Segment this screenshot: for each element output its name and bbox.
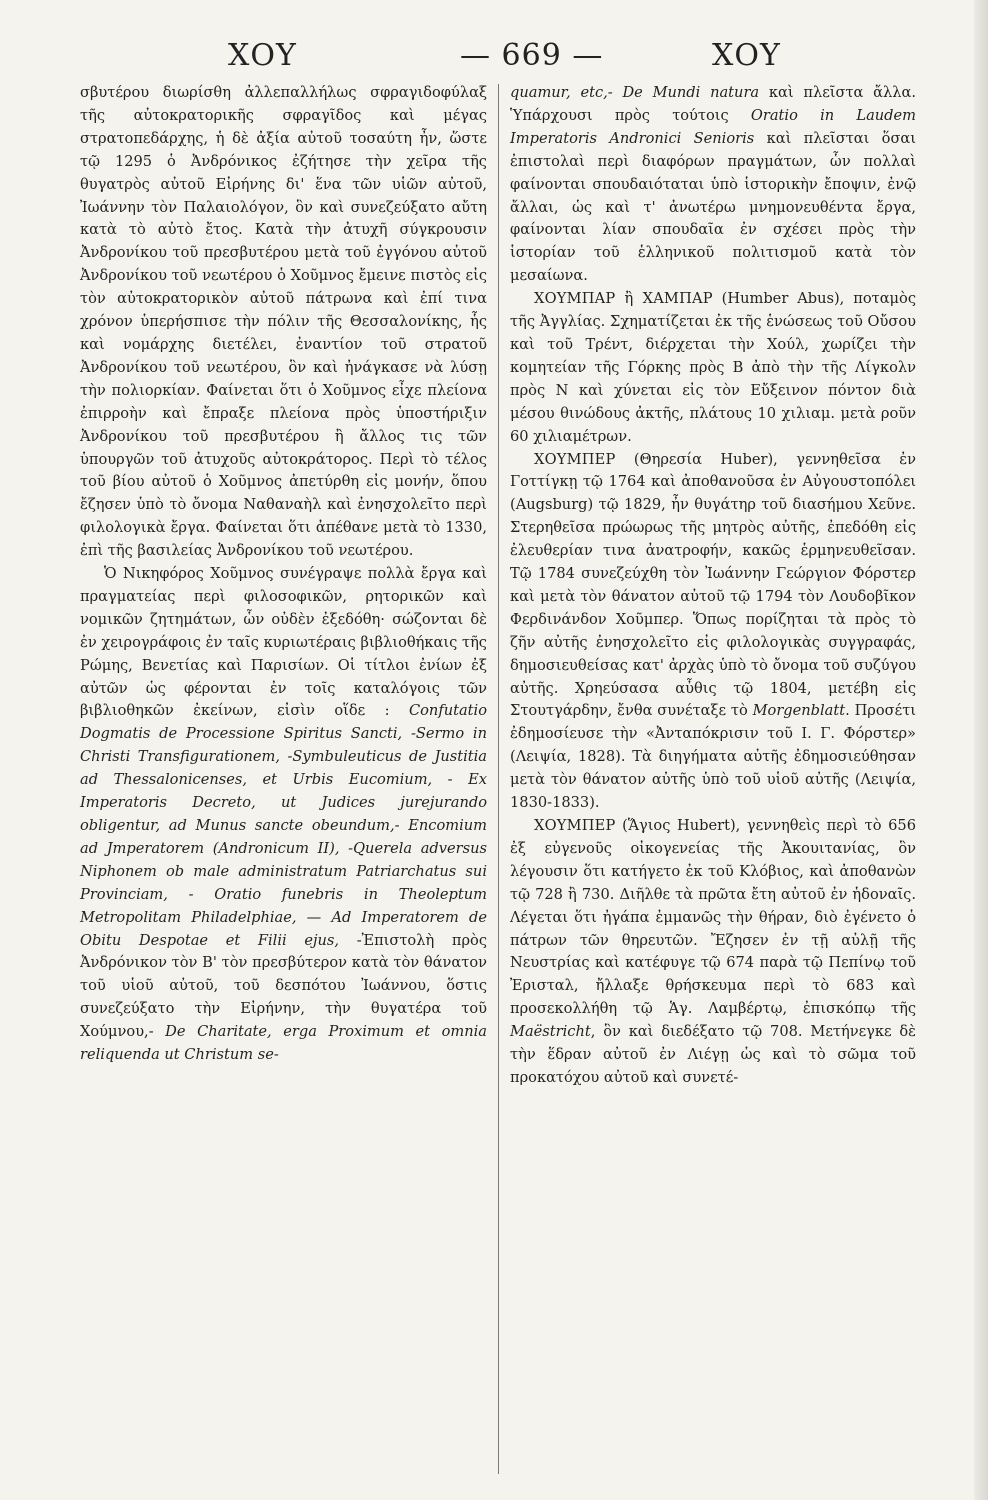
entry-huber-body2: . Προσέτι ἐδημοσίευσε τὴν «Ἀνταπόκρισιν τοῦ Ι. Γ. Φόρστερ» (Λειψία, 1828). Τὰ διηγήματα αὐτῆς ἐδημοσιεύθησαν μετὰ τὸν θάνατον αὐτῆς ὑπὸ τοῦ υἱοῦ αὐτῆς (Λειψία, 1830-1833). xyxy=(510,702,916,812)
left-p2-latin-end: - De Charitate, erga Proximum et omnia reliquenda ut Christum se- xyxy=(80,1023,487,1064)
entry-hubert-body2: , ὃν καὶ διεδέξατο τῷ 708. Μετήνεγκε δὲ τὴν ἕδραν αὐτοῦ ἐν Λιέγῃ ὡς καὶ τὸ σῶμα τοῦ προκατόχου αὐτοῦ καὶ συνετέ- xyxy=(510,1023,916,1086)
page-edge xyxy=(974,0,988,1500)
page-number: — 669 — xyxy=(460,38,604,73)
left-p2-latin-titles: Confutatio Dogmatis de Processione Spiritus Sancti, -Sermo in Christi Transfigurationem, -Symbuleuticus de Justitia ad Thessalonicenses, et Urbis Eucomium, - Ex Imperatoris Decreto, ut Judices jurejurando obligentur, ad Munus sancte obeundum,- Encomium ad Jmperatorem (Andronicum II), -Querela adversus Niphonem ob male administratum Patriarchatus sui Provinciam, - Oratio funebris in Theoleptum Metropolitam Philadelphiae, — Ad Imperatorem de Obitu Despotae et Filii ejus, xyxy=(80,702,488,949)
header-left: ΧΟΥ xyxy=(228,38,297,73)
right-p0-latin2: Oratio in Laudem Imperatoris Andronici Senioris xyxy=(510,106,916,147)
left-column xyxy=(80,82,487,1067)
right-column xyxy=(510,82,916,1090)
right-p0-text2: καὶ πλεῖσται ὅσαι ἐπιστολαὶ περὶ διαφόρων πραγμάτων, ὧν πολλαὶ φαίνονται σπουδαιόταται ὑπὸ ἱστορικὴν ἔποψιν, ἐνῷ ἄλλαι, ὡς καὶ τ' ἀνωτέρω μνημονευθέντα ἔργα, φαίνονται λίαν σπουδαῖα ἐν σχέσει πρὸς τὴν ἱστορίαν τοῦ ἑλληνικοῦ πολιτισμοῦ κατὰ τὸν μεσαίωνα. xyxy=(510,129,916,285)
column-divider xyxy=(498,84,499,1474)
left-paragraph-2 xyxy=(80,563,487,1067)
entry-hubert xyxy=(510,815,916,1090)
entry-hubert-body: (Ἅγιος Hubert), γεννηθεὶς περὶ τὸ 656 ἐξ εὐγενοῦς οἰκογενείας τῆς Ἀκουιτανίας, ὃν λέγουσιν ὅτι κατήγετο ἐκ τοῦ Κλόβιος, καὶ ἀποθανὼν τῷ 728 ἢ 730. Διῆλθε τὰ πρῶτα ἔτη αὐτοῦ ἐν ἡδοναῖς. Λέγεται ὅτι ἠγάπα ἐμμανῶς τὴν θήραν, διὸ ἐγένετο ὁ πάτρων τῶν θηρευτῶν. Ἔζησεν ἐν τῇ αὐλῇ τῆς Νευστρίας καὶ κατέφυγε τῷ 674 παρὰ τῷ Πεπίνῳ τοῦ Ἐρισταλ, ἤλλαξε θρήσκευμα περὶ τὸ 683 καὶ προσεκολλήθη τῷ Ἁγ. Λαμβέρτῳ, ἐπισκόπῳ τῆς xyxy=(510,817,916,1018)
entry-humber xyxy=(510,288,916,448)
running-header xyxy=(80,38,930,88)
header-right: ΧΟΥ xyxy=(712,38,781,73)
right-paragraph-continued xyxy=(510,82,916,288)
left-paragraph-1: σβυτέρου διωρίσθη ἀλλεπαλλήλως σφραγιδοφύλαξ τῆς αὐτοκρατορικῆς σφραγῖδος καὶ μέγας στρατοπεδάρχης, ἡ δὲ ἀξία αὐτοῦ τοσαύτη ἦν, ὥστε τῷ 1295 ὁ Ἀνδρόνικος ἐζήτησε τὴν χεῖρα τῆς θυγατρὸς αὐτοῦ Εἰρήνης δι' ἕνα τῶν υἱῶν αὐτοῦ, Ἰωάννην τὸν Παλαιολόγον, ὃν καὶ συνεζεύξατο αὔτη κατὰ τὸ αὐτὸ ἔτος. Κατὰ τὴν ἀτυχῆ σύγκρουσιν Ἀνδρονίκου τοῦ πρεσβυτέρου μετὰ τοῦ ἐγγόνου αὐτοῦ Ἀνδρονίκου τοῦ νεωτέρου ὁ Χοῦμνος ἔμεινε πιστὸς εἰς τὸν αὐτοκρατορικὸν αὐτοῦ πάτρωνα καὶ ἐπί τινα χρόνον ὑπερήσπισε τὴν πόλιν τῆς Θεσσαλονίκης, ἧς καὶ νομάρχης διετέλει, ἐναντίον τοῦ στρατοῦ Ἀνδρονίκου τοῦ νεωτέρου, ὃν καὶ ἠνάγκασε νὰ λύσῃ τὴν πολιορκίαν. Φαίνεται ὅτι ὁ Χοῦμνος εἶχε πλείονα ἐπιρροὴν καὶ ἔπραξε πλείονα πρὸς ὑποστήριξιν Ἀνδρονίκου τοῦ πρεσβυτέρου ἢ ἄλλος τις τῶν ὑπουργῶν τοῦ ἀτυχοῦς αὐτοκράτορος. Περὶ τὸ τέλος τοῦ βίου αὐτοῦ ὁ Χοῦμνος ἀπετύρθη εἰς μονήν, ὅπου ἔζησεν ὑπὸ τὸ ὄνομα Ναθαναὴλ καὶ ἐνησχολεῖτο περὶ φιλολογικὰ ἔργα. Φαίνεται ὅτι ἀπέθανε μετὰ τὸ 1330, ἐπὶ τῆς βασιλείας Ἀνδρονίκου τοῦ νεωτέρου. xyxy=(80,84,487,560)
entry-humber-body: (Humber Abus), ποταμὸς τῆς Ἀγγλίας. Σχηματίζεται ἐκ τῆς ἑνώσεως τοῦ Οὔσου καὶ τοῦ Τρέντ, διέρχεται τὴν Χούλ, χωρίζει τὴν κομητείαν τῆς Γόρκης πρὸς Β ἀπὸ τὴν τῆς Λίγκολν πρὸς Ν καὶ χύνεται εἰς τὸν Εὔξεινον πόντον διὰ μέσου θινώδους ἀκτῆς, πλάτους 10 χιλιαμ. μετὰ ροῦν 60 χιλιαμέτρων. xyxy=(510,290,916,445)
entry-huber-latin: Morgenblatt xyxy=(752,702,846,720)
right-p0-text: καὶ πλεῖστα ἄλλα. Ὑπάρχουσι πρὸς τούτοις xyxy=(510,84,916,124)
entry-hubert-latin: Maëstricht xyxy=(510,1023,591,1041)
entry-huber-headword: ΧΟΥΜΠΕΡ xyxy=(534,450,616,468)
entry-humber-headword: ΧΟΥΜΠΑΡ ἢ ΧΑΜΠΑΡ xyxy=(534,290,713,308)
entry-hubert-headword: ΧΟΥΜΠΕΡ xyxy=(534,817,616,834)
left-p2-text: Ὁ Νικηφόρος Χοῦμνος συνέγραψε πολλὰ ἔργα καὶ πραγματείας περὶ φιλοσοφικῶν, ρητορικῶν καὶ νομικῶν ζητημάτων, ὧν οὐδὲν ἐξεδόθη· σώζονται δὲ ἐν χειρογράφοις ἐν ταῖς κυριωτέραις βιβλιοθήκαις τῆς Ρώμης, Βενετίας καὶ Παρισίων. Οἱ τίτλοι ἐνίων ἐξ αὐτῶν ὡς φέρονται ἐν τοῖς καταλόγοις τῶν βιβλιοθηκῶν ἐκείνων, εἰσὶν οἵδε : xyxy=(80,565,487,720)
entry-huber-therese xyxy=(510,449,916,816)
left-p2-greek: -Ἐπιστολὴ πρὸς Ἀνδρόνικον τὸν Β' τὸν πρεσβύτερον κατὰ τὸν θάνατον τοῦ υἱοῦ αὐτοῦ, τοῦ δεσπότου Ἰωάννου, ὅστις συνεζεύξατο τὴν Εἰρήνην, τὴν θυγατέρα τοῦ Χούμνου, xyxy=(80,931,487,1041)
right-p0-latin: quamur, etc,- De Mundi natura xyxy=(510,84,760,101)
entry-huber-body: (Θηρεσία Huber), γεννηθεῖσα ἐν Γοττίγκῃ τῷ 1764 καὶ ἀποθανοῦσα ἐν Αὐγουστοπόλει (Augsburg) τῷ 1829, ἦν θυγάτηρ τοῦ διασήμου Χεῦνε. Στερηθεῖσα πρώωρως τῆς μητρὸς αὐτῆς, ἐπεδόθη εἰς ἐλευθερίαν τινα ἀνατροφήν, κακῶς ἑρμηνευθεῖσαν. Τῷ 1784 συνεζεύχθη τὸν Ἰωάννην Γεώργιον Φόρστερ καὶ μετὰ τὸν θάνατον αὐτοῦ τῷ 1794 τὸν Λουδοβῖκον Φερδινάνδον Χοῦμπερ. Ὅπως πορίζηται τὰ πρὸς τὸ ζῆν αὐτῆς ἐνησχολεῖτο εἰς φιλολογικὰς συγγραφάς, δημοσιευθείσας κατ' ἀρχὰς ὑπὸ τὸ ὄνομα τοῦ συζύγου αὐτῆς. Χρηεύσασα αὖθις τῷ 1804, μετέβη εἰς Στουτγάρδην, ἔνθα συνέταξε τὸ xyxy=(510,450,916,720)
